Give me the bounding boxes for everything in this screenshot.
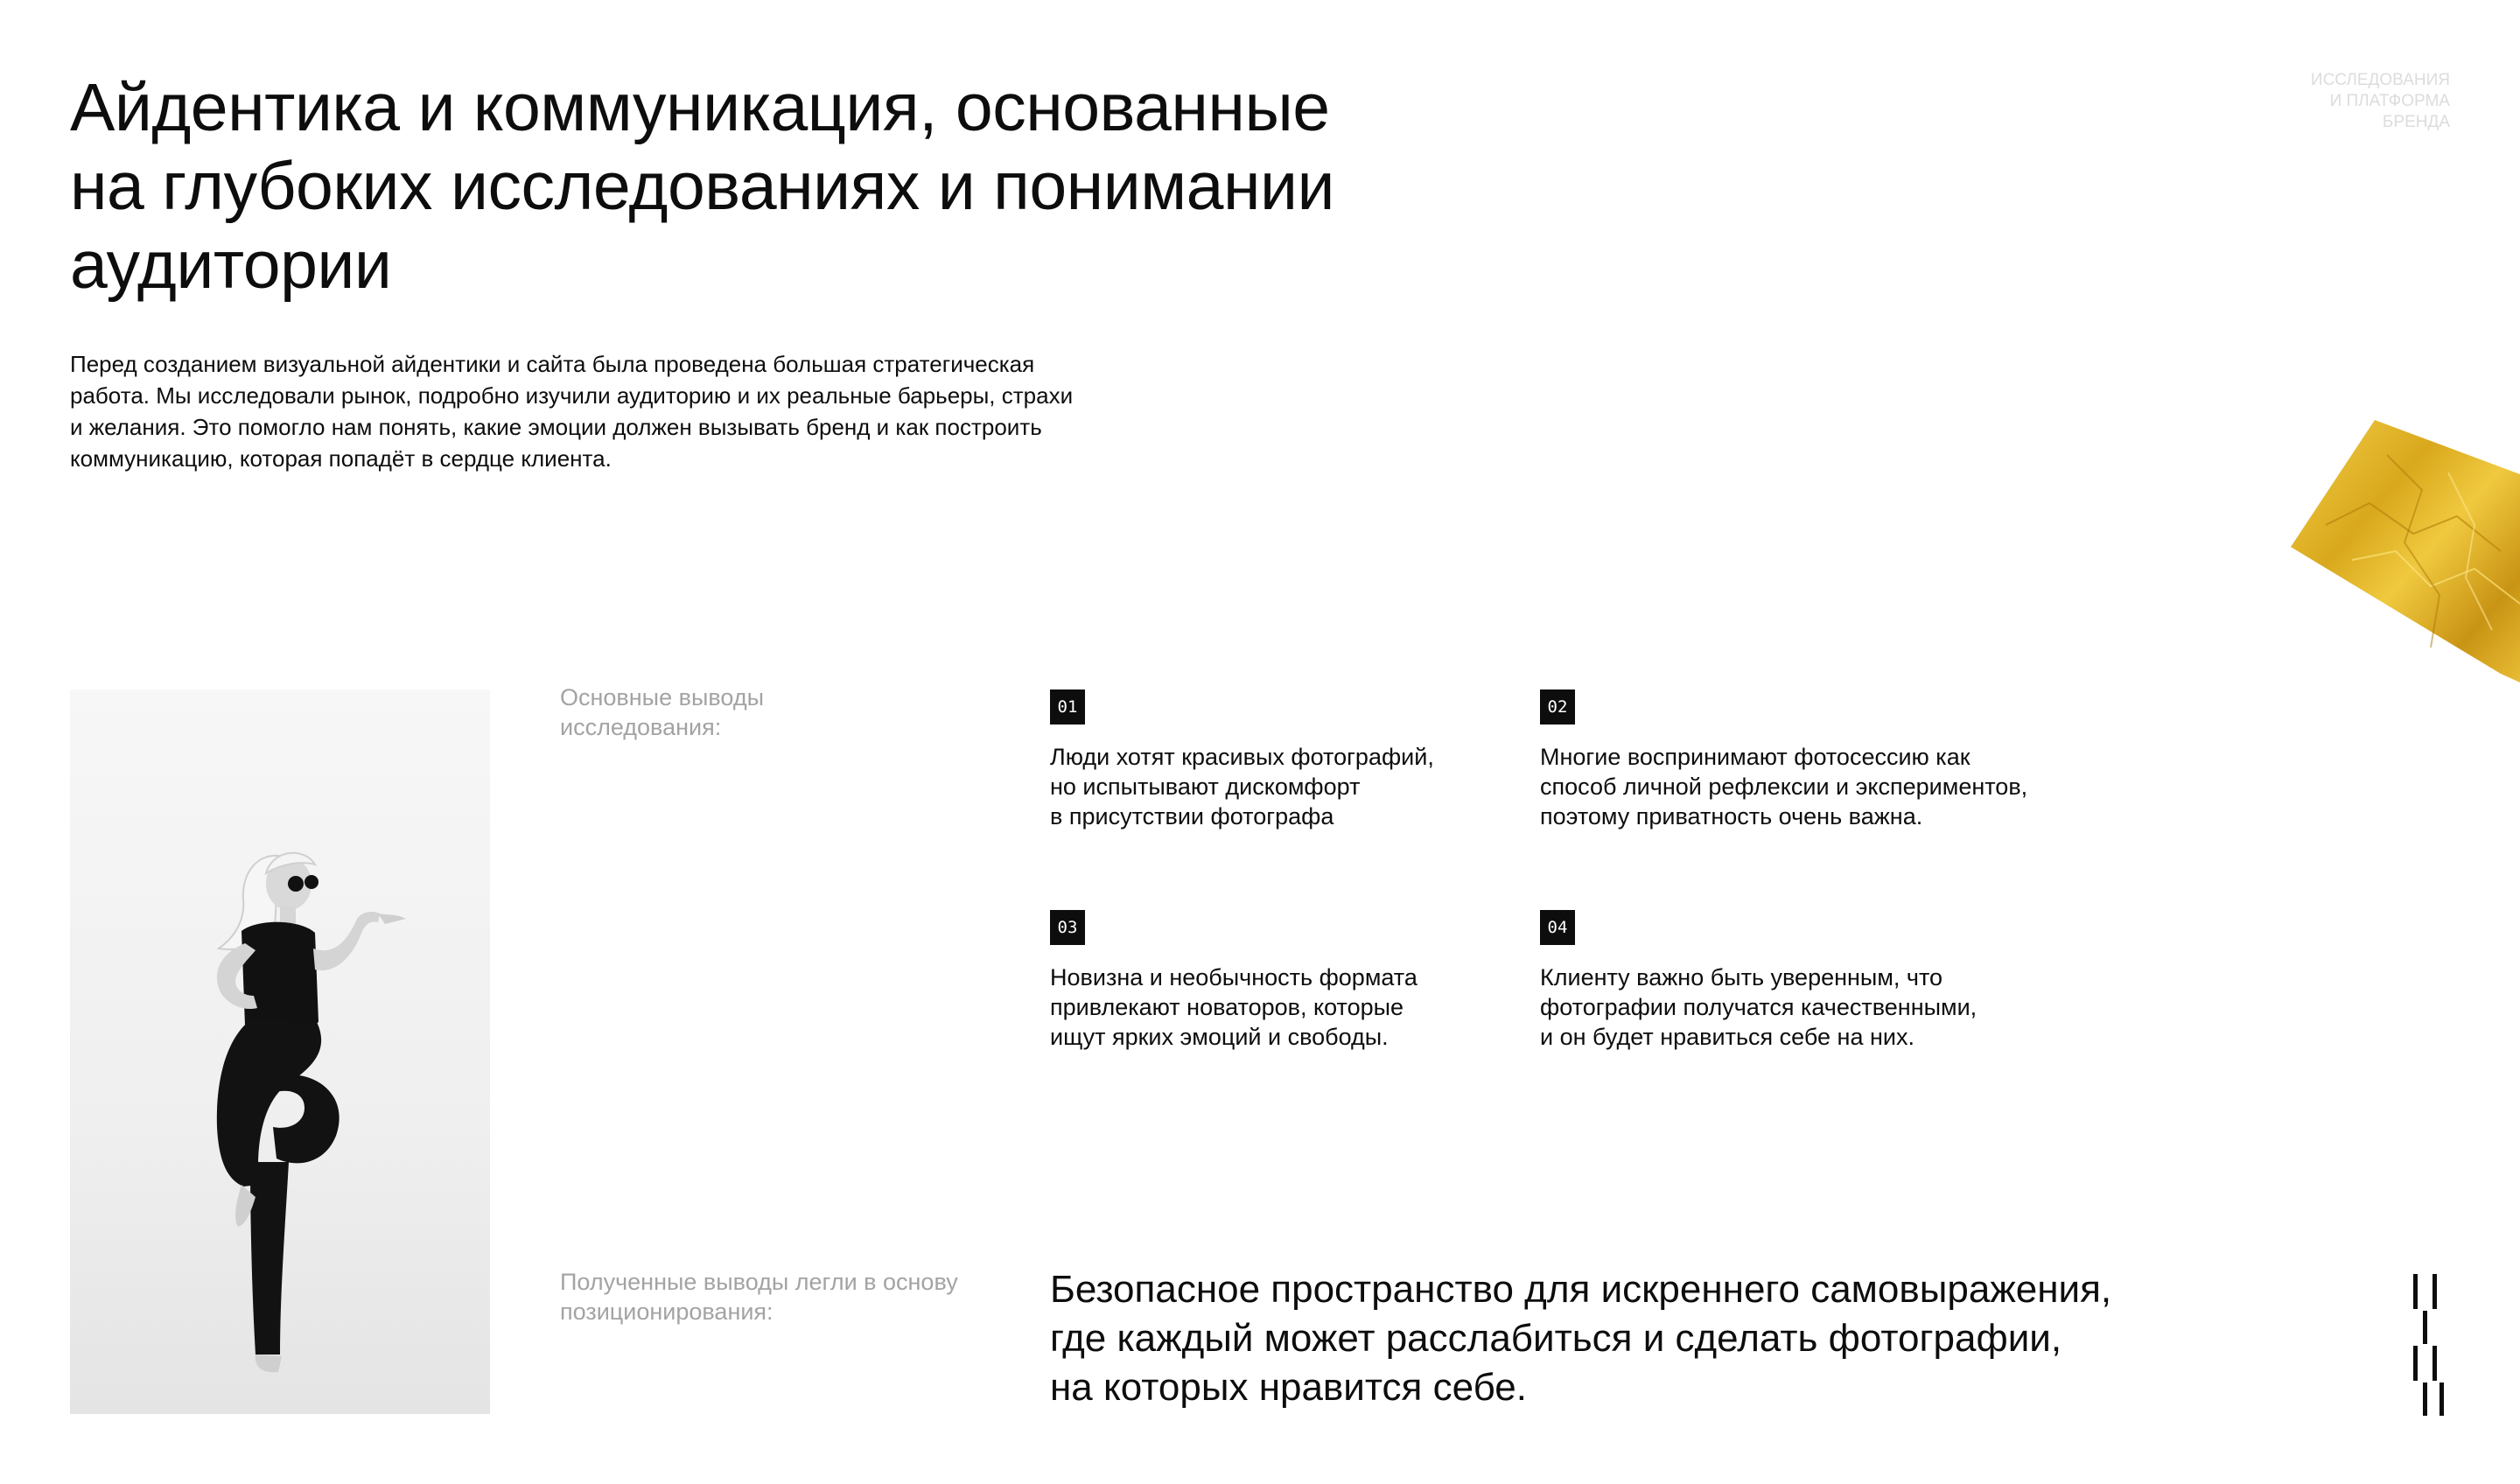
finding-text-line: Новизна и необычность формата (1050, 964, 1418, 990)
finding-text-line: и он будет нравиться себе на них. (1540, 1024, 1914, 1050)
finding-text-line: но испытывают дискомфорт (1050, 774, 1361, 800)
positioning-label-line: Полученные выводы легли в основу (560, 1269, 958, 1295)
positioning-statement-line: Безопасное пространство для искреннего самовыражения, (1050, 1268, 2112, 1311)
finding-text-line: фотографии получатся качественными, (1540, 994, 1978, 1020)
finding-item (1050, 690, 1540, 831)
intro-paragraph (70, 348, 1208, 474)
model-photo (70, 690, 490, 1414)
finding-item (1540, 910, 2100, 1052)
intro-line: работа. Мы исследовали рынок, подробно изучили аудиторию и их реальные барьеры, страхи (70, 382, 1074, 409)
positioning-statement-line: где каждый может расслабиться и сделать фотографии, (1050, 1317, 2062, 1360)
finding-text (1540, 962, 2100, 1052)
finding-item (1540, 690, 2100, 831)
finding-text-line: способ личной рефлексии и экспериментов, (1540, 774, 2028, 800)
intro-line: Перед созданием визуальной айдентики и сайта была проведена большая стратегическая (70, 351, 1035, 377)
finding-text-line: Многие воспринимают фотосессию как (1540, 744, 1970, 770)
positioning-label (560, 1267, 1015, 1326)
finding-text-line: поэтому приватность очень важна. (1540, 803, 1923, 830)
findings-label-line: Основные выводы (560, 684, 764, 710)
finding-text-line: Клиенту важно быть уверенным, что (1540, 964, 1943, 990)
finding-text-line: привлекают новаторов, которые (1050, 994, 1404, 1020)
findings-label-line: исследования: (560, 714, 722, 740)
finding-item (1050, 910, 1540, 1052)
finding-number-badge: 04 (1540, 910, 1575, 945)
page-title (70, 68, 1505, 304)
finding-text (1050, 742, 1540, 831)
positioning-statement (1050, 1265, 2275, 1412)
positioning-label-line: позиционирования: (560, 1298, 774, 1325)
page-title-line: на глубоких исследованиях и понимании (70, 149, 1335, 224)
findings-label (560, 682, 1015, 742)
finding-text (1540, 742, 2100, 831)
finding-text (1050, 962, 1540, 1052)
section-tag-line: ИССЛЕДОВАНИЯ (2310, 71, 2450, 89)
finding-number-badge: 02 (1540, 690, 1575, 724)
page-title-line: Айдентика и коммуникация, основанные (70, 70, 1330, 145)
intro-line: и желания. Это помогло нам понять, какие эмоции должен вызывать бренд и как построить (70, 414, 1042, 440)
finding-text-line: ищут ярких эмоций и свободы. (1050, 1024, 1389, 1050)
finding-text-line: в присутствии фотографа (1050, 803, 1334, 830)
section-tag-line: И ПЛАТФОРМА (2329, 92, 2450, 110)
section-tag-line: БРЕНДА (2382, 113, 2450, 131)
gold-foil-decoration (2291, 420, 2520, 682)
finding-number-badge: 03 (1050, 910, 1085, 945)
intro-line: коммуникацию, которая попадёт в сердце клиента. (70, 445, 612, 472)
finding-text-line: Люди хотят красивых фотографий, (1050, 744, 1434, 770)
positioning-statement-line: на которых нравится себе. (1050, 1366, 1527, 1409)
finding-number-badge: 01 (1050, 690, 1085, 724)
brand-logo-icon (2410, 1274, 2446, 1416)
section-tag (2311, 70, 2450, 133)
page-title-line: аудитории (70, 228, 392, 303)
